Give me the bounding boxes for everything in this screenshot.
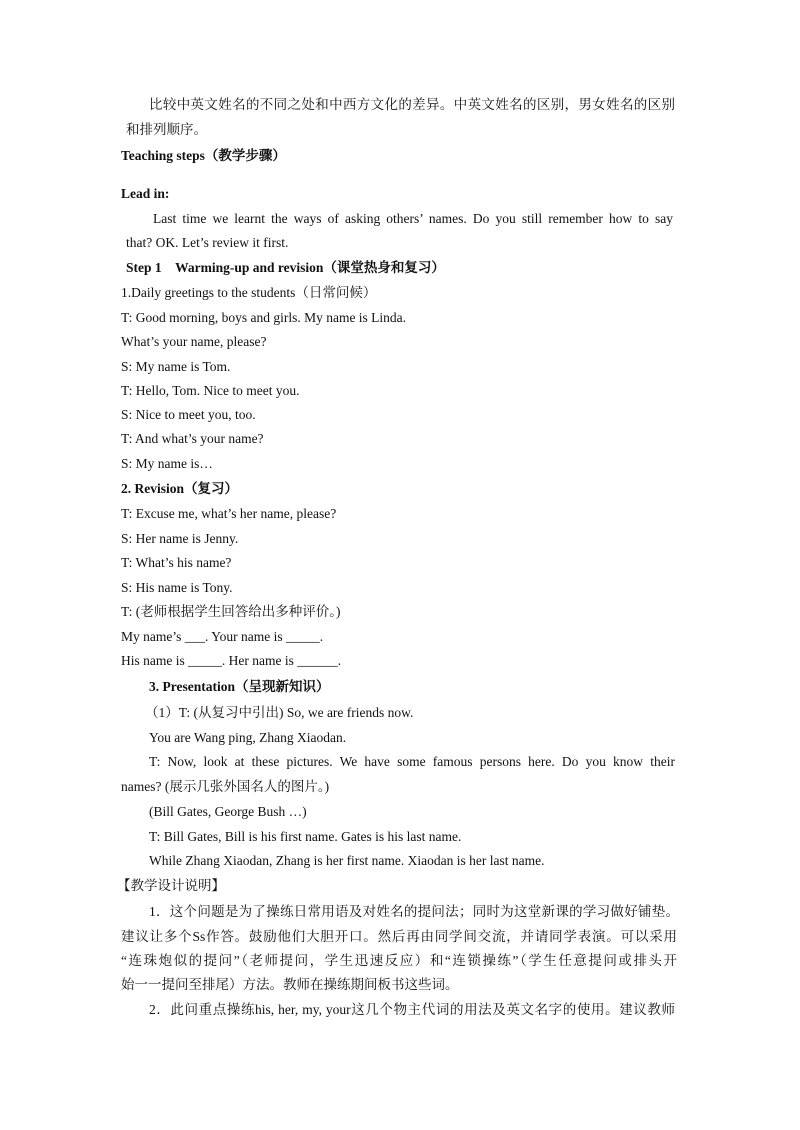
dialogue-line: T: Good morning, boys and girls. My name is Linda. [121, 310, 407, 325]
dialogue-line: T: What’s his name? [121, 555, 232, 570]
heading-teaching-steps: Teaching steps（教学步骤） [121, 148, 286, 163]
dialogue-line: T: Hello, Tom. Nice to meet you. [121, 383, 300, 398]
heading-revision: 2. Revision（复习） [121, 481, 239, 496]
notes-line-2: 建议让多个Ss作答。鼓励他们大胆开口。然后再由同学间交流，并请同学表演。可以采用 [121, 929, 677, 944]
dialogue-line: S: Nice to meet you, too. [121, 407, 256, 422]
lead-in-line-2: that? OK. Let’s review it first. [126, 235, 289, 250]
dialogue-line: T: (老师根据学生回答给出多种评价。) [121, 604, 341, 619]
notes-line-4: 始一一提问至排尾）方法。教师在操练期间板书这些词。 [121, 977, 459, 992]
presentation-line: T: Now, look at these pictures. We have some famous persons here. Do you know their [149, 754, 675, 769]
presentation-line: T: Bill Gates, Bill is his first name. Gates is his last name. [149, 829, 462, 844]
heading-design-notes: 【教学设计说明】 [117, 878, 225, 893]
notes-line-1: 1．这个问题是为了操练日常用语及对姓名的提问法；同时为这堂新课的学习做好铺垫。 [149, 904, 679, 919]
heading-presentation: 3. Presentation（呈现新知识） [149, 679, 330, 694]
dialogue-line: S: His name is Tony. [121, 580, 233, 595]
presentation-line: names? (展示几张外国名人的图片。) [121, 779, 330, 794]
dialogue-line: S: My name is… [121, 456, 213, 471]
dialogue-line: S: Her name is Jenny. [121, 531, 239, 546]
dialogue-line: S: My name is Tom. [121, 359, 231, 374]
notes-line-5: 2．此问重点操练his, her, my, your这几个物主代词的用法及英文名字的使用。建议教师 [149, 1002, 675, 1017]
fill-blank-line: My name’s ___. Your name is _____. [121, 629, 324, 644]
notes-line-3: “连珠炮似的提问”（老师提问，学生迅速反应）和“连锁操练”（学生任意提问或排头开 [121, 953, 677, 968]
presentation-line: （1）T: (从复习中引出) So, we are friends now. [145, 705, 414, 720]
presentation-line: (Bill Gates, George Bush …) [149, 804, 307, 819]
heading-step-1: Step 1 Warming-up and revision（课堂热身和复习） [126, 260, 445, 275]
presentation-line: You are Wang ping, Zhang Xiaodan. [149, 730, 347, 745]
dialogue-line: T: And what’s your name? [121, 431, 264, 446]
dialogue-line: What’s your name, please? [121, 334, 267, 349]
heading-lead-in: Lead in: [121, 186, 170, 201]
intro-line-2: 和排列顺序。 [126, 122, 207, 137]
fill-blank-line: His name is _____. Her name is ______. [121, 653, 342, 668]
intro-line-1: 比较中英文姓名的不同之处和中西方文化的差异。中英文姓名的区别，男女姓名的区别 [149, 97, 675, 112]
text-line: 1.Daily greetings to the students（日常问候） [121, 285, 377, 300]
dialogue-line: T: Excuse me, what’s her name, please? [121, 506, 337, 521]
presentation-line: While Zhang Xiaodan, Zhang is her first name. Xiaodan is her last name. [149, 853, 545, 868]
lead-in-line-1: Last time we learnt the ways of asking others’ names. Do you still remember how to say [153, 211, 673, 226]
